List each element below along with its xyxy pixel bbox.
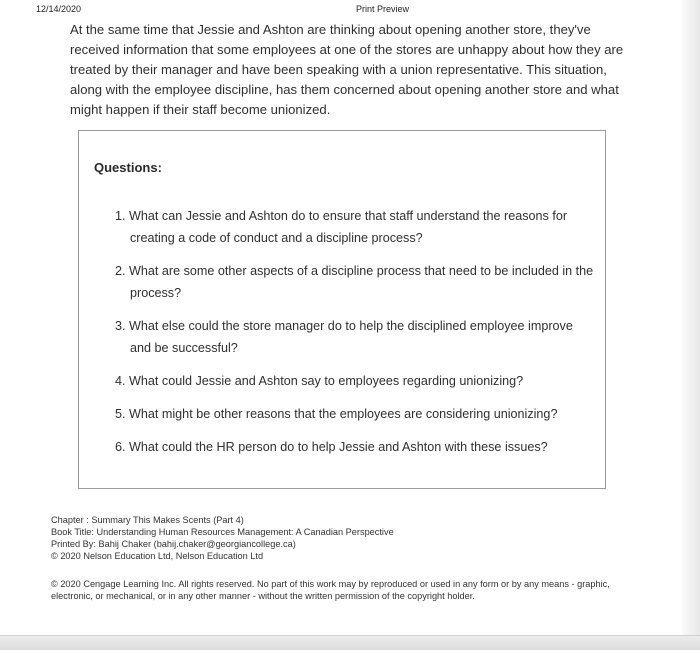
- question-item: 4. What could Jessie and Ashton say to employees regarding unionizing?: [115, 374, 524, 388]
- page-edge-right: [682, 0, 700, 650]
- question-item: 5. What might be other reasons that the employees are considering unionizing?: [115, 407, 558, 421]
- book-title-line: Book Title: Understanding Human Resources Management: A Canadian Perspective: [51, 527, 394, 537]
- printed-by-line: Printed By: Bahij Chaker (bahij.chaker@georgiancollege.ca): [51, 539, 296, 549]
- page-edge-bottom: [0, 635, 700, 650]
- publisher-copyright-line: © 2020 Nelson Education Ltd, Nelson Education Ltd: [51, 551, 264, 561]
- question-item: 3. What else could the store manager do to help the disciplined employee improve and be successful?: [115, 319, 573, 355]
- question-item: 6. What could the HR person do to help Jessie and Ashton with these issues?: [115, 440, 548, 454]
- citation-block: [51, 514, 651, 562]
- rights-notice: © 2020 Cengage Learning Inc. All rights reserved. No part of this work may by reproduced or used in any form or by any means - graphic, electronic, or mechanical, or in any other manner - without the written permission of the copyright holder.: [51, 579, 610, 601]
- question-item: 1. What can Jessie and Ashton do to ensure that staff understand the reasons for creating a code of conduct and a discipline process?: [115, 209, 568, 245]
- questions-list: [115, 205, 595, 469]
- question-item: 2. What are some other aspects of a discipline process that need to be included in the process?: [115, 264, 594, 300]
- print-date: 12/14/2020: [36, 4, 82, 14]
- questions-heading: Questions:: [94, 160, 162, 175]
- chapter-line: Chapter : Summary This Makes Scents (Part 4): [51, 515, 244, 525]
- intro-paragraph: At the same time that Jessie and Ashton are thinking about opening another store, they've received information that some employees at one of the stores are unhappy about how they are treated by their manager and have been speaking with a union representative. This situation, along with the employee discipline, has them concerned about opening another store and what might happen if their staff become unionized.: [70, 22, 624, 117]
- print-preview-title: Print Preview: [356, 4, 410, 14]
- questions-box: [78, 130, 606, 489]
